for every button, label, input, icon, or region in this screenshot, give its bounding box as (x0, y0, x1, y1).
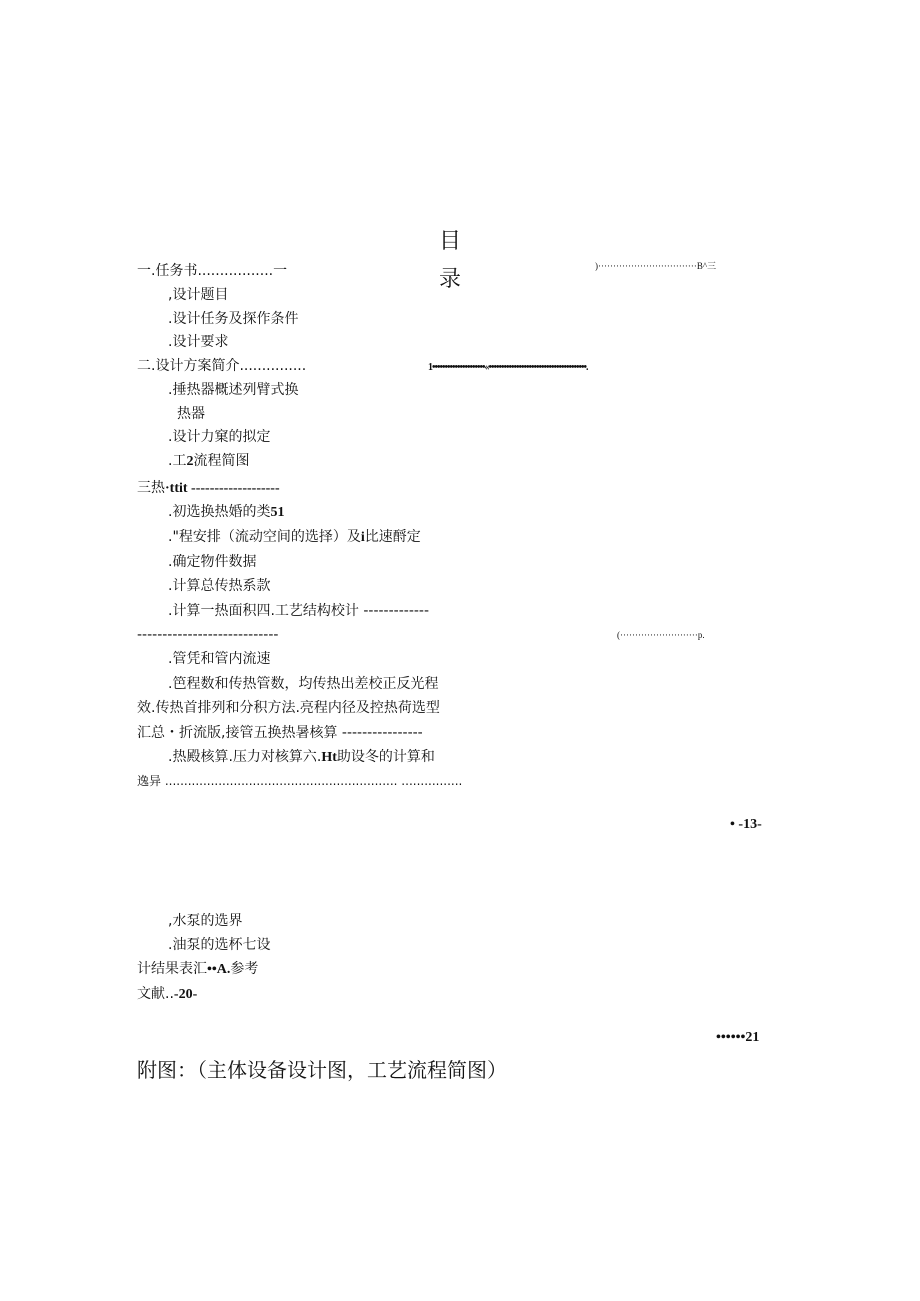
title-char-mu: 目 (439, 229, 462, 254)
toc-line-09 (168, 452, 249, 471)
toc-line-14: .计算总传热系款 (168, 578, 271, 594)
toc-line-23: ,水泵的选界 (168, 913, 243, 929)
toc-line-16: ---------------------------- (137, 627, 279, 643)
toc-line-26-part-a: 文献.. (137, 986, 174, 1002)
toc-line-22: 逸异 ............................................................. ................ (137, 774, 463, 788)
toc-line-13: .确定物件数据 (168, 554, 257, 570)
toc-line-15: .计算一热面积四.工艺结构校计 ------------- (168, 603, 430, 619)
toc-line-07: 热器 (177, 406, 205, 422)
toc-line-11 (168, 503, 284, 522)
appendix-line: 附图：（主体设备设计图，工艺流程简图） (137, 1058, 507, 1082)
toc-line-08: .设计力窠的拟定 (168, 429, 271, 445)
toc-line-19: 效.传热首排列和分积方法.亮程内径及控热荷选型 (137, 700, 440, 716)
right-mark-3: (··························p. (617, 630, 705, 640)
right-mark-1: )·································B^三 (595, 261, 717, 271)
page-number-21: ••••••21 (716, 1030, 760, 1045)
toc-line-12 (168, 528, 421, 547)
toc-line-24: .油泵的选杯七设 (168, 937, 271, 953)
toc-line-06: .捶热器概述列臂式换 (168, 382, 299, 398)
toc-line-05: 二.设计方案简介............... (137, 358, 307, 374)
toc-line-20: 汇总・折流版,接管五换热暑核算 ---------------- (137, 725, 423, 741)
toc-line-09-part-c: 流程简图 (193, 453, 250, 469)
toc-line-25-part-a: 计结果表汇 (137, 961, 207, 977)
toc-line-11-part-a: .初选换热婚的类 (168, 504, 271, 520)
toc-line-12-part-c: 比速酹定 (364, 529, 421, 545)
toc-line-04: .设计要求 (168, 334, 229, 350)
toc-line-10-part-a: 三热 (137, 480, 165, 496)
toc-line-25-part-b: ••A. (207, 962, 231, 977)
toc-line-10 (137, 479, 280, 498)
toc-line-21-part-c: 助设冬的计算和 (336, 749, 435, 765)
right-mark-2: 1•••••••••••••••••••••«•••••••••••••••••••••••••••••••••••••••. (428, 362, 588, 373)
toc-line-25-part-c: 参考 (230, 961, 259, 977)
toc-line-25 (137, 960, 258, 979)
toc-line-17: .管凭和管内流速 (168, 651, 271, 667)
toc-line-11-part-b: 51 (270, 505, 285, 520)
toc-line-12-part-b: i (360, 530, 365, 545)
title-char-lu: 录 (439, 267, 462, 292)
toc-line-21-part-b: Ht (321, 750, 337, 765)
toc-line-21-part-a: .热殿核算.压力对核算六. (168, 749, 322, 765)
toc-line-09-part-a: .工 (168, 453, 187, 469)
toc-line-21 (168, 748, 435, 767)
toc-line-26-part-b: -20- (173, 987, 198, 1002)
toc-line-03: .设计任务及探作条件 (168, 311, 299, 327)
toc-line-01: 一.任务书.................一 (137, 263, 288, 279)
toc-line-12-part-a: ."程安排（流动空间的选择）及 (168, 529, 361, 545)
toc-line-26 (137, 985, 197, 1004)
toc-line-10-part-b: ·ttit ------------------- (165, 481, 280, 496)
page-number-13: • -13- (730, 817, 762, 832)
toc-line-09-part-b: 2 (186, 454, 194, 469)
toc-line-18: .笆程数和传热管数，均传热出差校正反光程 (168, 676, 439, 692)
toc-line-02: ,设计题目 (168, 287, 229, 303)
